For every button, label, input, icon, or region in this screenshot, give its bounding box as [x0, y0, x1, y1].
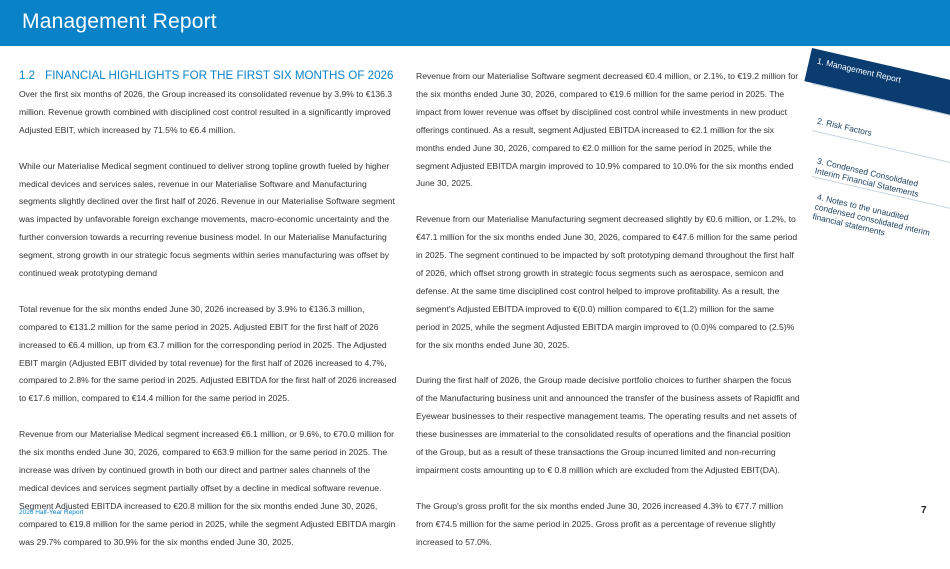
paragraph: The Group's gross profit for the six months ended June 30, 2026 increased 4.3% to €77.7 million from €74.5 million for the same period in 2025. Gross profit as a percentage of revenue slightly increased to 57.0%.: [416, 500, 784, 547]
section-number: 1.2: [19, 69, 36, 82]
nav-tab-management-report[interactable]: [804, 48, 950, 115]
page-number: 7: [921, 505, 927, 516]
paragraph: Revenue from our Materialise Manufacturing segment decreased slightly by €0.6 million, or 1.2%, to €47.1 million for the six months ended June 30, 2026, compared to €47.6 million for the same period in 2025. The segment continued to be impacted by soft prototyping demand throughout the first half of 2026, which offset strong growth in strategic focus segments such as aerospace, semicon and defense. At the same time disciplined cost control helped to improve profitability. As a result, the segment's Adjusted EBITDA improved to €(0.0) million compared to €(1.2) million for the same period in 2025, while the segment Adjusted EBITDA margin improved to (0.0)% compared to (2.5)% for the six months ended June 30, 2025.: [416, 214, 798, 350]
right-column: [416, 68, 800, 569]
paragraph: Over the first six months of 2026, the Group increased its consolidated revenue by 3.9% to €136.3 million. Revenue growth combined with disciplined cost control resulted in a significantly improved Adjusted EBIT, which increased by 71.5% to €6.4 million.: [19, 89, 393, 135]
nav-tab-label: 4. Notes to the unaudited condensed consolidated interim financial statements: [811, 191, 931, 238]
nav-tab-label: 3. Condensed Consolidated Interim Financial Statements: [813, 155, 920, 200]
left-column: [19, 68, 397, 569]
chapter-navigation: [812, 50, 950, 240]
footer-report-name: 2026 Half-Year Report: [19, 509, 84, 516]
section-title: FINANCIAL HIGHLIGHTS FOR THE FIRST SIX MONTHS OF 2026: [45, 69, 394, 82]
paragraph: Revenue from our Materialise Medical segment increased €6.1 million, or 9.6%, to €70.0 million for the six months ended June 30, 2026, compared to €63.9 million for the same period in 2025. The increase was driven by continued growth in both our direct and partner sales channels of the medical devices and services segment partially offset by a decline in medical software revenue. Segment Adjusted EBITDA increased to €20.8 million for the six months ended June 30, 2026, compared to €19.8 million for the same period in 2025, while the segment Adjusted EBITDA margin was 29.7% compared to 30.9% for the six months ended June 30, 2025.: [19, 429, 396, 547]
section-heading: [19, 68, 397, 83]
page-title: Management Report: [22, 10, 217, 33]
paragraph: Total revenue for the six months ended June 30, 2026 increased by 3.9% to €136.3 million, compared to €131.2 million for the same period in 2025. Adjusted EBIT for the first half of 2026 increased to €6.4 million, up from €3.7 million for the corresponding period in 2025. The Adjusted EBIT margin (Adjusted EBIT divided by total revenue) for the first half of 2026 increased to 4.7%, compared to 2.8% for the same period in 2025. Adjusted EBITDA for the first half of 2026 increased to €17.6 million, compared to €14.4 million for the same period in 2025.: [19, 303, 397, 404]
paragraph: During the first half of 2026, the Group made decisive portfolio choices to further sharpen the focus of the Manufacturing business unit and announced the transfer of the business assets of Rapidfit and Eyewear businesses to their respective management teams. The operating results and net assets of these businesses are immaterial to the consolidated results of operations and the financial position of the Group, but as a result of these transactions the Group incurred limited and non-recurring impairment costs amounting up to € 0.8 million which are excluded from the Adjusted EBIT(DA).: [416, 375, 800, 475]
nav-tab-label: 2. Risk Factors: [816, 115, 873, 138]
paragraph: Revenue from our Materialise Software segment decreased €0.4 million, or 2.1%, to €19.2 million for the six months ended June 30, 2026, compared to €19.6 million for the same period in 2025. The impact from lower revenue was offset by disciplined cost control while investments in new product offerings continued. As a result, segment Adjusted EBITDA increased to €2.1 million for the six months ended June 30, 2026, compared to €2.0 million for the same period in 2025, while the segment Adjusted EBITDA margin improved to 10.9% compared to 10.0% for the six months ended June 30, 2025.: [416, 71, 799, 189]
paragraph: While our Materialise Medical segment continued to deliver strong topline growth fueled by higher medical devices and services sales, revenue in our Materialise Software and Manufacturing segments slightly declined over the first half of 2026. Revenue in our Materialise Software segment was impacted by unfavorable foreign exchange movements, macro-economic uncertainty and the further conversion towards a recurring revenue business model. In our Materialise Manufacturing segment, strong growth in our strategic focus segments within series manufacturing was offset by continued weak prototyping demand: [19, 160, 395, 279]
nav-tab-label: 1. Management Report: [816, 55, 902, 85]
header-bar: [0, 0, 950, 46]
